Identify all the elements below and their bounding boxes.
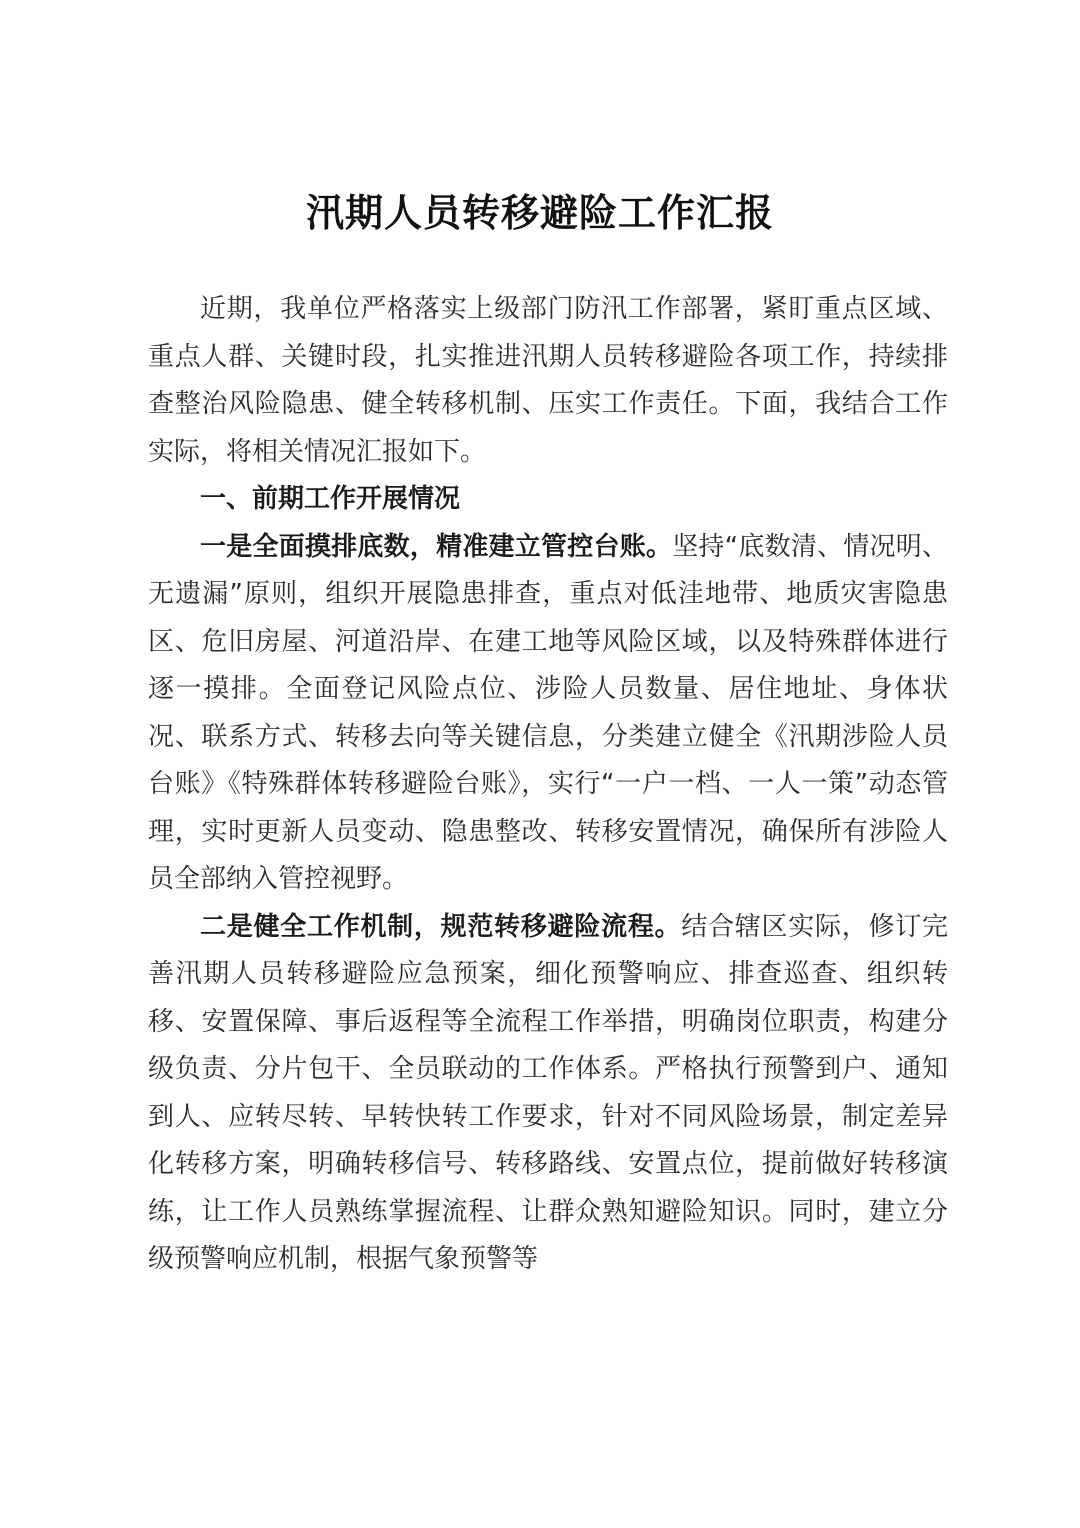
item-lead-1: 一是全面摸排底数，精准建立管控台账。 xyxy=(200,531,673,562)
item-lead-2: 二是健全工作机制，规范转移避险流程。 xyxy=(200,911,682,942)
section-heading: 一、前期工作开展情况 xyxy=(200,484,461,514)
item-paragraph-2 xyxy=(148,904,948,1284)
item-text-1: 坚持“底数清、情况明、无遗漏”原则，组织开展隐患排查，重点对低洼地带、地质灾害隐患区、危旧房屋、河道沿岸、在建工地等风险区域，以及特殊群体进行逐一摸排。全面登记风险点位、涉险人员数量、居住地址、身体状况、联系方式、转移去向等关键信息，分类建立健全《汛期涉险人员台账》《特殊群体转移避险台账》，实行“一户一档、一人一策”动态管理，实时更新人员变动、隐患整改、转移安置情况，确保所有涉险人员全部纳入管控视野。 xyxy=(148,531,948,894)
item-paragraph-1 xyxy=(148,524,948,904)
intro-paragraph: 近期，我单位严格落实上级部门防汛工作部署，紧盯重点区域、重点人群、关键时段，扎实推进汛期人员转移避险各项工作，持续排查整治风险隐患、健全转移机制、压实工作责任。下面，我结合工作实际，将相关情况汇报如下。 xyxy=(148,294,948,467)
document-body xyxy=(148,286,948,1284)
item-text-2: 结合辖区实际，修订完善汛期人员转移避险应急预案，细化预警响应、排查巡查、组织转移、安置保障、事后返程等全流程工作举措，明确岗位职责，构建分级负责、分片包干、全员联动的工作体系。严格执行预警到户、通知到人、应转尽转、早转快转工作要求，针对不同风险场景，制定差异化转移方案，明确转移信号、转移路线、安置点位，提前做好转移演练，让工作人员熟练掌握流程、让群众熟知避险知识。同时，建立分级预警响应机制，根据气象预警等 xyxy=(148,911,948,1274)
document-title: 汛期人员转移避险工作汇报 xyxy=(305,190,774,235)
